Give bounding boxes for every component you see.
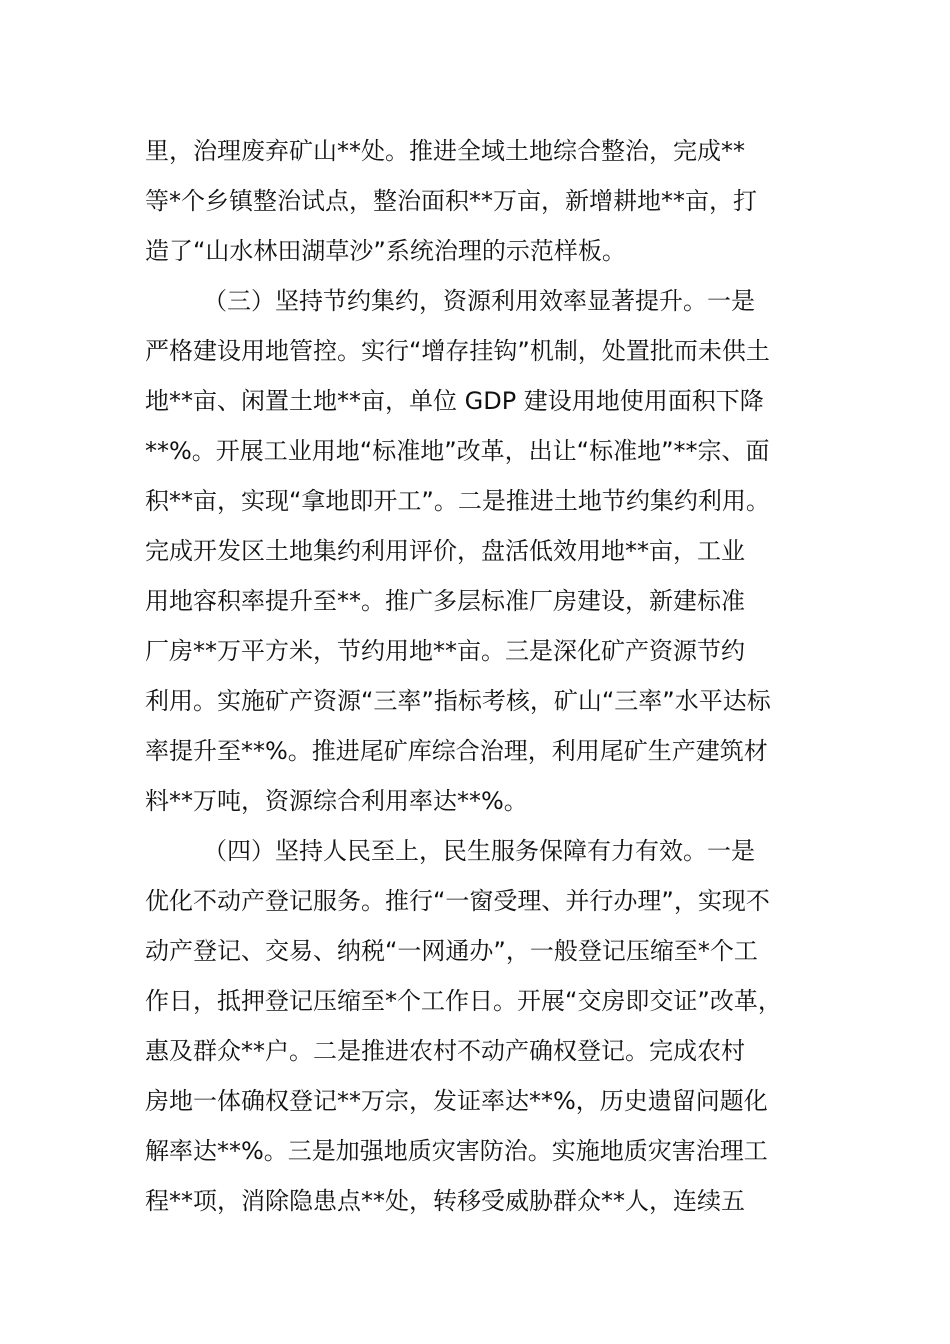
text-line: 作日，抵押登记压缩至*个工作日。开展“交房即交证”改革， — [145, 987, 782, 1015]
text-line: 等*个乡镇整治试点，整治面积**万亩，新增耕地**亩，打 — [145, 187, 757, 215]
text-line: 优化不动产登记服务。推行“一窗受理、并行办理”，实现不 — [145, 887, 770, 915]
paragraph-first-line: （三）坚持节约集约，资源利用效率显著提升。一是 — [203, 287, 755, 315]
text-line: 完成开发区土地集约利用评价，盘活低效用地**亩，工业 — [145, 537, 745, 565]
text-line: 动产登记、交易、纳税“一网通办”，一般登记压缩至*个工 — [145, 937, 758, 965]
text-line: 惠及群众**户。二是推进农村不动产确权登记。完成农村 — [145, 1037, 745, 1065]
body-text — [145, 126, 825, 1226]
text-line: 里，治理废弃矿山**处。推进全域土地综合整治，完成** — [145, 137, 745, 165]
text-line: 率提升至**%。推进尾矿库综合治理，利用尾矿生产建筑材 — [145, 737, 768, 765]
text-line: 程**项，消除隐患点**处，转移受威胁群众**人，连续五 — [145, 1187, 745, 1215]
text-line: **%。开展工业用地“标准地”改革，出让“标准地”**宗、面 — [145, 437, 770, 465]
text-line: 料**万吨，资源综合利用率达**%。 — [145, 787, 528, 815]
paragraph-first-line: （四）坚持人民至上，民生服务保障有力有效。一是 — [203, 837, 755, 865]
text-line: 利用。实施矿产资源“三率”指标考核，矿山“三率”水平达标 — [145, 687, 771, 715]
text-line: 房地一体确权登记**万宗，发证率达**%，历史遗留问题化 — [145, 1087, 768, 1115]
text-line: 用地容积率提升至**。推广多层标准厂房建设，新建标准 — [145, 587, 745, 615]
text-line: 积**亩，实现“拿地即开工”。二是推进土地节约集约利用。 — [145, 487, 770, 515]
text-line: 地**亩、闲置土地**亩，单位 GDP 建设用地使用面积下降 — [145, 387, 764, 415]
text-line: 造了“山水林田湖草沙”系统治理的示范样板。 — [145, 237, 626, 265]
text-line: 厂房**万平方米，节约用地**亩。三是深化矿产资源节约 — [145, 637, 745, 665]
text-line: 解率达**%。三是加强地质灾害防治。实施地质灾害治理工 — [145, 1137, 768, 1165]
text-line: 严格建设用地管控。实行“增存挂钩”机制，处置批而未供土 — [145, 337, 770, 365]
